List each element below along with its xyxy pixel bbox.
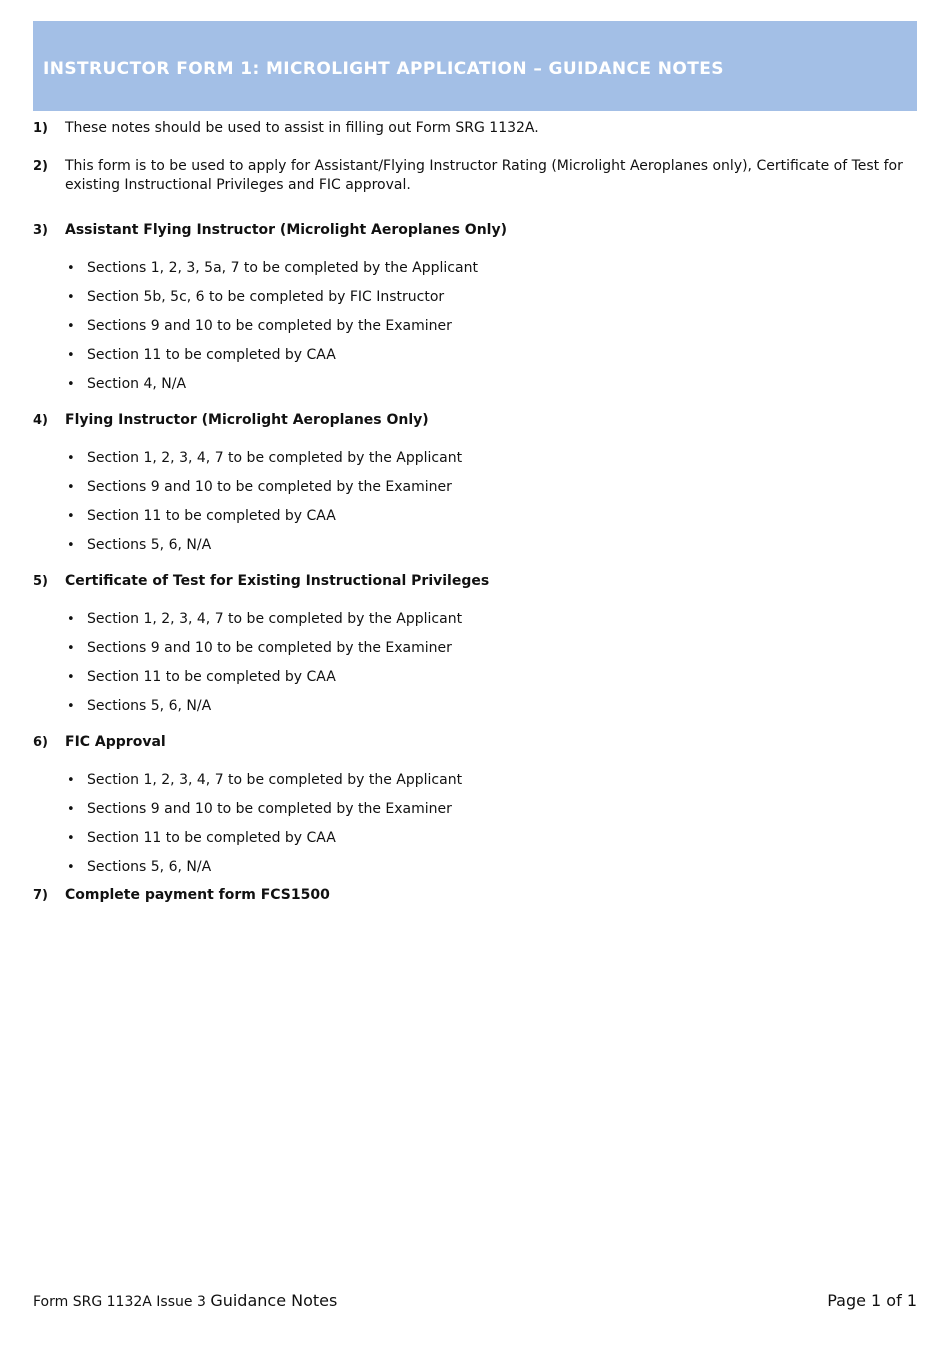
list-item: [33, 375, 917, 404]
list-item-text: Section 11 to be completed by CAA: [87, 669, 336, 685]
list-item: [33, 259, 917, 288]
doc-type: Guidance Notes: [210, 1291, 338, 1310]
note-5-heading: [33, 572, 917, 591]
page-number: Page 1 of 1: [827, 1291, 917, 1310]
list-item-text: Sections 5, 6, N/A: [87, 698, 212, 714]
note-number: 3): [33, 223, 48, 238]
list-item: [33, 858, 917, 877]
bullet-icon: •: [67, 860, 75, 875]
note-number: 1): [33, 121, 48, 136]
bullet-icon: •: [67, 802, 75, 817]
list-item: [33, 288, 917, 317]
note-number: 7): [33, 888, 48, 903]
note-6-heading: [33, 733, 917, 752]
list-item: [33, 771, 917, 800]
note-6-bullets: [33, 771, 917, 877]
bullet-icon: •: [67, 451, 75, 466]
list-item: [33, 800, 917, 829]
page-title: INSTRUCTOR FORM 1: MICROLIGHT APPLICATION – GUIDANCE NOTES: [43, 59, 724, 79]
title-banner: [33, 21, 917, 111]
bullet-icon: •: [67, 319, 75, 334]
list-item: [33, 317, 917, 346]
note-text: These notes should be used to assist in filling out Form SRG 1132A.: [65, 120, 539, 136]
bullet-icon: •: [67, 509, 75, 524]
note-text: This form is to be used to apply for Assistant/Flying Instructor Rating (Microlight Aeroplanes only), Certificate of Test for existing Instructional Privileges and FIC approval.: [65, 158, 903, 193]
list-item-text: Section 11 to be completed by CAA: [87, 347, 336, 363]
list-item: [33, 346, 917, 375]
bullet-icon: •: [67, 641, 75, 656]
list-item-text: Section 1, 2, 3, 4, 7 to be completed by the Applicant: [87, 450, 463, 466]
note-heading: Flying Instructor (Microlight Aeroplanes Only): [65, 412, 429, 428]
note-7-heading: [33, 886, 917, 905]
note-heading: Certificate of Test for Existing Instructional Privileges: [65, 573, 490, 589]
list-item: [33, 536, 917, 565]
list-item-text: Sections 9 and 10 to be completed by the Examiner: [87, 801, 452, 817]
list-item: [33, 478, 917, 507]
list-item-text: Section 1, 2, 3, 4, 7 to be completed by the Applicant: [87, 772, 463, 788]
note-2: [33, 157, 917, 195]
list-item: [33, 697, 917, 726]
note-4-heading: [33, 411, 917, 430]
note-5-bullets: [33, 610, 917, 726]
list-item-text: Sections 5, 6, N/A: [87, 537, 212, 553]
list-item: [33, 829, 917, 858]
note-number: 2): [33, 159, 48, 174]
list-item-text: Section 11 to be completed by CAA: [87, 508, 336, 524]
list-item: [33, 639, 917, 668]
bullet-icon: •: [67, 773, 75, 788]
list-item-text: Section 4, N/A: [87, 376, 187, 392]
bullet-icon: •: [67, 699, 75, 714]
list-item-text: Sections 9 and 10 to be completed by the Examiner: [87, 318, 452, 334]
note-heading: Assistant Flying Instructor (Microlight Aeroplanes Only): [65, 222, 507, 238]
note-3-heading: [33, 221, 917, 240]
bullet-icon: •: [67, 538, 75, 553]
list-item-text: Sections 5, 6, N/A: [87, 859, 212, 875]
bullet-icon: •: [67, 348, 75, 363]
list-item-text: Section 11 to be completed by CAA: [87, 830, 336, 846]
note-1: [33, 119, 917, 138]
list-item: [33, 668, 917, 697]
list-item-text: Sections 9 and 10 to be completed by the Examiner: [87, 640, 452, 656]
form-ref: Form SRG 1132A Issue 3: [33, 1294, 206, 1310]
list-item-text: Section 1, 2, 3, 4, 7 to be completed by the Applicant: [87, 611, 463, 627]
bullet-icon: •: [67, 670, 75, 685]
note-heading: Complete payment form FCS1500: [65, 887, 330, 903]
note-heading: FIC Approval: [65, 734, 166, 750]
list-item: [33, 610, 917, 639]
list-item-text: Sections 9 and 10 to be completed by the Examiner: [87, 479, 452, 495]
note-number: 4): [33, 413, 48, 428]
list-item: [33, 507, 917, 536]
bullet-icon: •: [67, 261, 75, 276]
bullet-icon: •: [67, 290, 75, 305]
bullet-icon: •: [67, 377, 75, 392]
bullet-icon: •: [67, 612, 75, 627]
note-number: 5): [33, 574, 48, 589]
list-item: [33, 449, 917, 478]
bullet-icon: •: [67, 480, 75, 495]
bullet-icon: •: [67, 831, 75, 846]
list-item-text: Section 5b, 5c, 6 to be completed by FIC Instructor: [87, 289, 445, 305]
list-item-text: Sections 1, 2, 3, 5a, 7 to be completed by the Applicant: [87, 260, 478, 276]
note-number: 6): [33, 735, 48, 750]
guidance-notes: [33, 116, 917, 905]
note-4-bullets: [33, 449, 917, 565]
note-3-bullets: [33, 259, 917, 404]
footer-form-reference: [33, 1291, 337, 1310]
